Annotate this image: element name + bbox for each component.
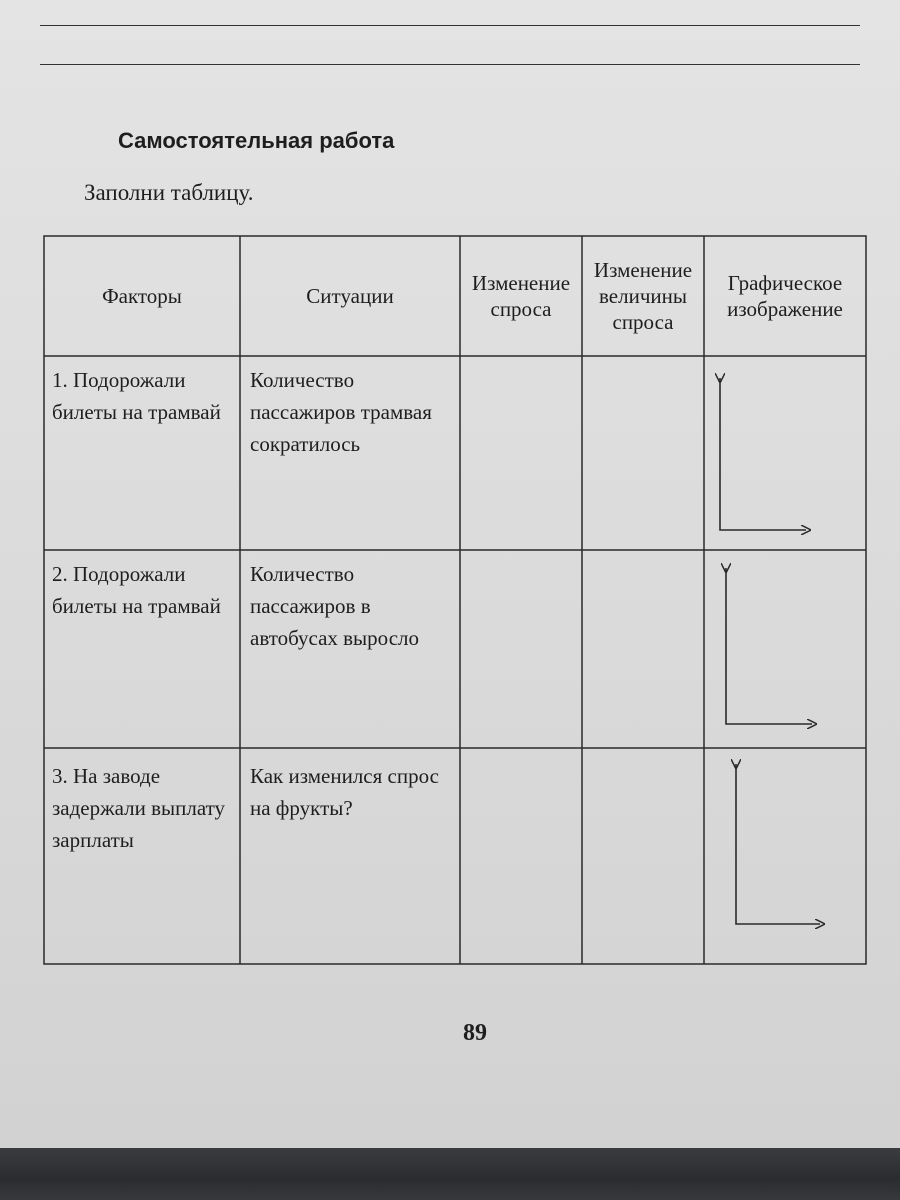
axes-icon bbox=[736, 764, 820, 924]
header-demand-change: Изменение спроса bbox=[471, 271, 571, 321]
header-factors: Факторы bbox=[102, 284, 182, 308]
axes-icon bbox=[726, 568, 812, 724]
header-quantity-change: Изменение величины спроса bbox=[593, 258, 693, 334]
factor-cell: 3. На заводе задержали выплату зарплаты bbox=[52, 764, 226, 852]
header-situations: Ситуации bbox=[306, 284, 394, 308]
situation-cell: Количество пассажиров трамвая сократилось bbox=[250, 368, 432, 456]
section-heading: Самостоятельная работа bbox=[118, 128, 395, 153]
situation-cell: Как изменился спрос на фрукты? bbox=[250, 764, 439, 820]
factor-cell: 2. Подорожали билеты на трамвай bbox=[52, 562, 221, 618]
situation-cell: Количество пассажиров в автобусах выросло bbox=[250, 562, 419, 650]
page-number: 89 bbox=[463, 1020, 487, 1046]
header-graph: Графическое изображение bbox=[727, 271, 843, 321]
background-surface bbox=[0, 1148, 900, 1200]
axes-icon bbox=[720, 378, 806, 530]
factor-cell: 1. Подорожали билеты на трамвай bbox=[52, 368, 221, 424]
instruction-text: Заполни таблицу. bbox=[84, 180, 254, 205]
